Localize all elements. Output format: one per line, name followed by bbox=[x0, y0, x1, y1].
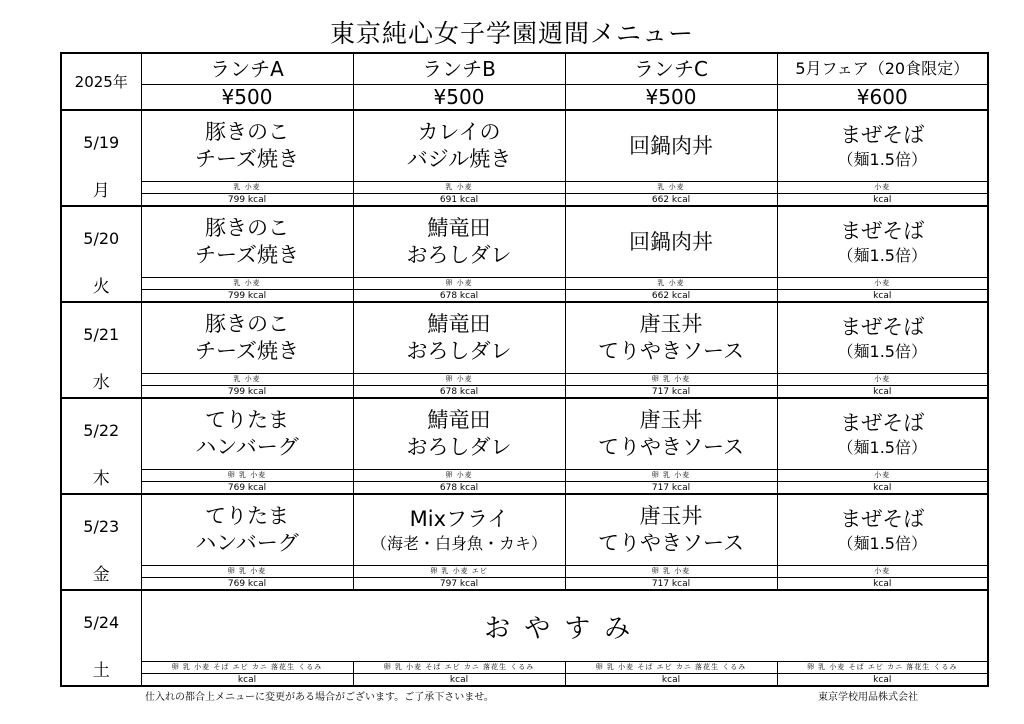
allergen-cell: 卵 乳 小麦 そば エビ カニ 落花生 くるみ bbox=[141, 662, 353, 674]
dish-name: てりたま bbox=[205, 504, 289, 528]
footer-note: 仕入れの都合上メニューに変更がある場合がございます。ご了承下さいませ。 bbox=[145, 692, 494, 703]
day-weekday: 火 bbox=[92, 277, 110, 297]
footer-company: 東京学校用品株式会社 bbox=[818, 692, 918, 703]
dish-subname: バジル焼き bbox=[406, 147, 512, 171]
dish-cell bbox=[353, 110, 565, 182]
allergen-cell: 卵 乳 小麦 bbox=[565, 470, 777, 482]
dish-name: 唐玉丼 bbox=[639, 408, 703, 432]
weekly-menu-table bbox=[60, 52, 989, 687]
dish-cell bbox=[565, 302, 777, 374]
day-weekday: 木 bbox=[92, 469, 110, 489]
dish-cell bbox=[353, 398, 565, 470]
kcal-cell: kcal bbox=[777, 674, 988, 687]
dish-cell bbox=[141, 110, 353, 182]
kcal-cell: 797 kcal bbox=[353, 578, 565, 591]
day-date: 5/19 bbox=[83, 133, 120, 152]
dish-cell bbox=[777, 494, 988, 566]
allergen-cell: 卵 小麦 bbox=[353, 470, 565, 482]
kcal-cell: 769 kcal bbox=[141, 482, 353, 495]
allergen-cell: 乳 小麦 bbox=[353, 182, 565, 194]
kcal-cell: kcal bbox=[777, 194, 988, 207]
dish-name: まぜそば bbox=[840, 410, 925, 435]
kcal-cell: 662 kcal bbox=[565, 290, 777, 303]
allergen-cell: 卵 小麦 bbox=[353, 374, 565, 386]
allergen-cell: 小麦 bbox=[777, 470, 988, 482]
page-title: 東京純心女子学園週間メニュー bbox=[329, 19, 694, 48]
dish-cell bbox=[141, 302, 353, 374]
kcal-cell: 691 kcal bbox=[353, 194, 565, 207]
dish-subname: ハンバーグ bbox=[195, 531, 299, 555]
day-cell bbox=[61, 302, 141, 398]
dish-name: 鯖竜田 bbox=[427, 216, 491, 240]
dish-name: まぜそば bbox=[840, 122, 925, 147]
dish-cell bbox=[353, 302, 565, 374]
dish-subname: チーズ焼き bbox=[195, 243, 299, 267]
allergen-cell: 卵 乳 小麦 bbox=[565, 374, 777, 386]
allergen-cell: 卵 乳 小麦 そば エビ カニ 落花生 くるみ bbox=[353, 662, 565, 674]
day-cell bbox=[61, 206, 141, 302]
dish-name: Mixフライ bbox=[409, 506, 509, 531]
kcal-cell: kcal bbox=[777, 290, 988, 303]
dish-subname: （麺1.5倍） bbox=[837, 245, 927, 265]
dish-cell bbox=[565, 398, 777, 470]
day-cell bbox=[61, 398, 141, 494]
kcal-cell: 799 kcal bbox=[141, 290, 353, 303]
lunch-b-name: ランチB bbox=[353, 53, 565, 85]
dish-name: カレイの bbox=[417, 120, 501, 144]
lunch-c-price: ¥500 bbox=[565, 85, 777, 111]
allergen-cell: 卵 乳 小麦 bbox=[565, 566, 777, 578]
day-cell bbox=[61, 590, 141, 686]
day-date: 5/23 bbox=[83, 517, 120, 536]
dish-subname: ハンバーグ bbox=[195, 435, 299, 459]
lunch-a-price: ¥500 bbox=[141, 85, 353, 111]
dish-cell bbox=[353, 206, 565, 278]
allergen-cell: 卵 乳 小麦 bbox=[141, 566, 353, 578]
allergen-cell: 小麦 bbox=[777, 182, 988, 194]
kcal-cell: 717 kcal bbox=[565, 386, 777, 399]
dish-cell bbox=[777, 110, 988, 182]
dish-subname: チーズ焼き bbox=[195, 147, 299, 171]
day-cell bbox=[61, 110, 141, 206]
kcal-cell: 717 kcal bbox=[565, 482, 777, 495]
allergen-cell: 乳 小麦 bbox=[565, 278, 777, 290]
allergen-cell: 小麦 bbox=[777, 278, 988, 290]
kcal-cell: 717 kcal bbox=[565, 578, 777, 591]
kcal-cell: 799 kcal bbox=[141, 386, 353, 399]
lunch-b-price: ¥500 bbox=[353, 85, 565, 111]
day-cell bbox=[61, 494, 141, 590]
dish-name: 唐玉丼 bbox=[639, 312, 703, 336]
allergen-cell: 卵 乳 小麦 エビ bbox=[353, 566, 565, 578]
dish-subname: （麺1.5倍） bbox=[837, 149, 927, 169]
lunch-a-name: ランチA bbox=[141, 53, 353, 85]
allergen-cell: 乳 小麦 bbox=[141, 278, 353, 290]
kcal-cell: kcal bbox=[777, 386, 988, 399]
allergen-cell: 乳 小麦 bbox=[141, 182, 353, 194]
kcal-cell: kcal bbox=[565, 674, 777, 687]
kcal-cell: 678 kcal bbox=[353, 290, 565, 303]
allergen-cell: 卵 乳 小麦 そば エビ カニ 落花生 くるみ bbox=[777, 662, 988, 674]
kcal-cell: kcal bbox=[353, 674, 565, 687]
day-weekday: 土 bbox=[92, 661, 110, 681]
allergen-cell: 卵 小麦 bbox=[353, 278, 565, 290]
dish-name: 鯖竜田 bbox=[427, 408, 491, 432]
kcal-cell: kcal bbox=[141, 674, 353, 687]
dish-subname: てりやきソース bbox=[598, 435, 744, 459]
kcal-cell: 662 kcal bbox=[565, 194, 777, 207]
day-weekday: 金 bbox=[92, 565, 110, 585]
dish-cell bbox=[141, 398, 353, 470]
allergen-cell: 乳 小麦 bbox=[141, 374, 353, 386]
dish-name: 唐玉丼 bbox=[639, 504, 703, 528]
dish-subname: おろしダレ bbox=[406, 435, 512, 459]
fair-price: ¥600 bbox=[777, 85, 988, 111]
dish-subname: （麺1.5倍） bbox=[837, 533, 927, 553]
kcal-cell: kcal bbox=[777, 482, 988, 495]
dish-name: 豚きのこ bbox=[205, 120, 289, 144]
dish-cell bbox=[565, 494, 777, 566]
kcal-cell: 799 kcal bbox=[141, 194, 353, 207]
dish-cell bbox=[777, 206, 988, 278]
dish-cell bbox=[141, 494, 353, 566]
dish-name: 鯖竜田 bbox=[427, 312, 491, 336]
dish-name: てりたま bbox=[205, 408, 289, 432]
kcal-cell: 678 kcal bbox=[353, 482, 565, 495]
dish-subname: （海老・白身魚・カキ） bbox=[370, 533, 547, 553]
dish-name: 回鍋肉丼 bbox=[629, 133, 713, 158]
kcal-cell: kcal bbox=[777, 578, 988, 591]
dish-subname: （麺1.5倍） bbox=[837, 437, 927, 457]
allergen-cell: 小麦 bbox=[777, 374, 988, 386]
day-date: 5/20 bbox=[83, 229, 120, 248]
year-cell: 2025年 bbox=[61, 53, 141, 110]
day-weekday: 月 bbox=[92, 181, 110, 201]
dish-subname: おろしダレ bbox=[406, 243, 512, 267]
allergen-cell: 小麦 bbox=[777, 566, 988, 578]
dish-name: 豚きのこ bbox=[205, 312, 289, 336]
dish-subname: （麺1.5倍） bbox=[837, 341, 927, 361]
holiday-label: おやすみ bbox=[141, 590, 988, 662]
dish-cell bbox=[777, 398, 988, 470]
dish-name: まぜそば bbox=[840, 218, 925, 243]
allergen-cell: 卵 乳 小麦 そば エビ カニ 落花生 くるみ bbox=[565, 662, 777, 674]
dish-cell bbox=[141, 206, 353, 278]
dish-name: 回鍋肉丼 bbox=[629, 229, 713, 254]
dish-name: まぜそば bbox=[840, 506, 925, 531]
dish-subname: チーズ焼き bbox=[195, 339, 299, 363]
kcal-cell: 769 kcal bbox=[141, 578, 353, 591]
day-date: 5/22 bbox=[83, 421, 120, 440]
dish-subname: おろしダレ bbox=[406, 339, 512, 363]
allergen-cell: 乳 小麦 bbox=[565, 182, 777, 194]
day-weekday: 水 bbox=[92, 373, 110, 393]
dish-cell bbox=[777, 302, 988, 374]
dish-cell bbox=[565, 110, 777, 182]
dish-name: まぜそば bbox=[840, 314, 925, 339]
lunch-c-name: ランチC bbox=[565, 53, 777, 85]
dish-cell bbox=[353, 494, 565, 566]
dish-subname: てりやきソース bbox=[598, 531, 744, 555]
fair-name: 5月フェア（20食限定） bbox=[777, 53, 988, 85]
day-date: 5/21 bbox=[83, 325, 120, 344]
dish-cell bbox=[565, 206, 777, 278]
day-date: 5/24 bbox=[83, 613, 120, 632]
dish-subname: てりやきソース bbox=[598, 339, 744, 363]
allergen-cell: 卵 乳 小麦 bbox=[141, 470, 353, 482]
dish-name: 豚きのこ bbox=[205, 216, 289, 240]
kcal-cell: 678 kcal bbox=[353, 386, 565, 399]
